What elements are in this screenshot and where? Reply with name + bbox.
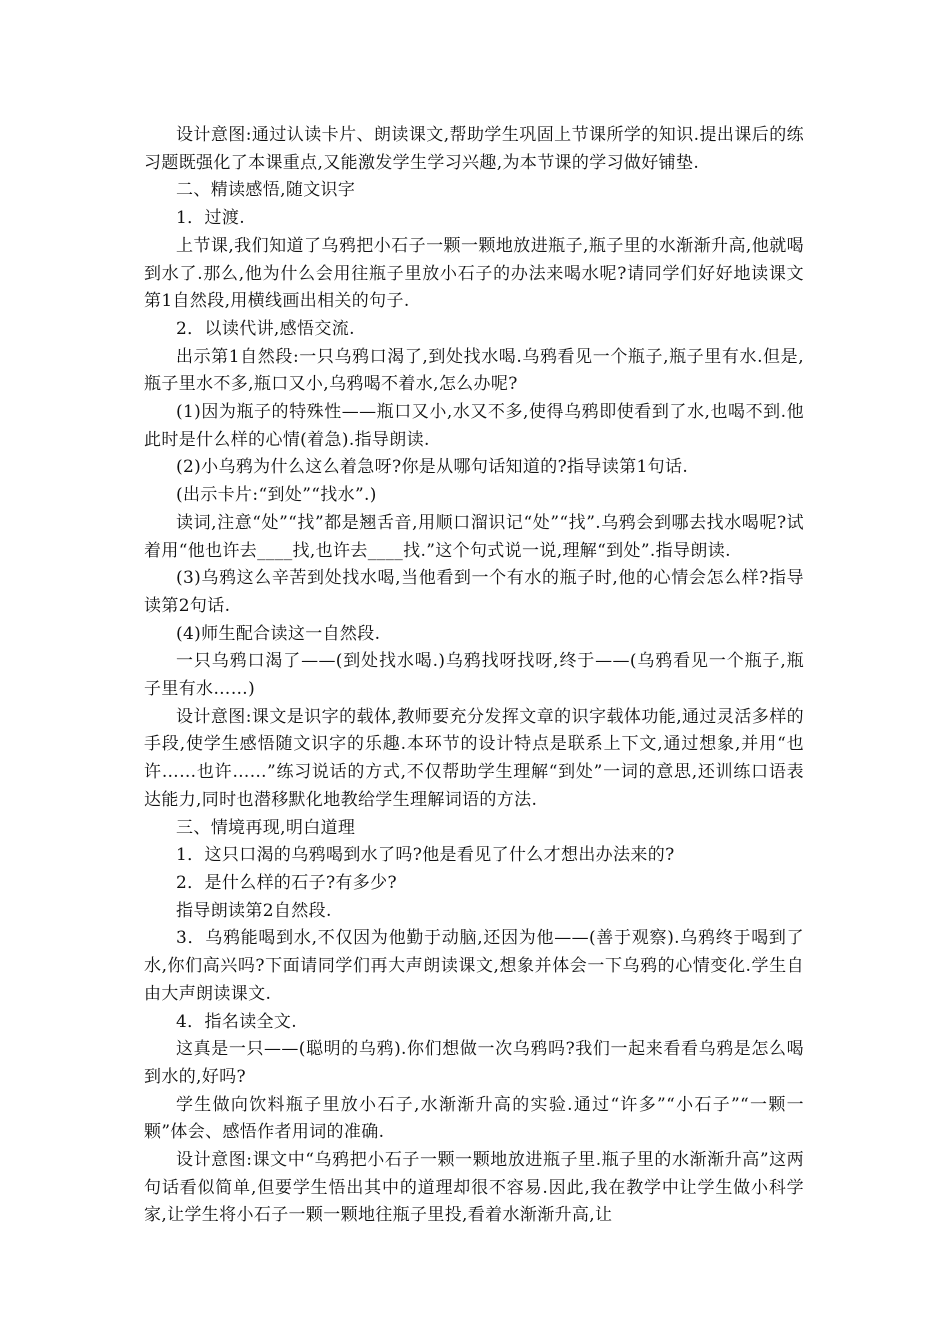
paragraph-cooperative-reading: 一只乌鸦口渴了——(到处找水喝.)乌鸦找呀找呀,终于——(乌鸦看见一个瓶子,瓶子里有水……) [144,651,804,700]
list-item-3: (3)乌鸦这么辛苦到处找水喝,当他看到一个有水的瓶子时,他的心情会怎么样?指导读第2句话. [144,568,804,616]
step-4-read-full-text: 4．指名读全文. [176,1011,298,1032]
document-body [144,122,804,1230]
step-1-transition: 1．过渡. [176,208,245,229]
list-item-1: (1)因为瓶子的特殊性——瓶口又小,水又不多,使得乌鸦即使看到了水,也喝不到.他此时是什么样的心情(着急).指导朗读. [144,402,804,450]
paragraph-show-section-1: 出示第1自然段:一只乌鸦口渴了,到处找水喝.乌鸦看见一个瓶子,瓶子里有水.但是,瓶子里水不多,瓶口又小,乌鸦喝不着水,怎么办呢? [144,346,804,395]
paragraph-show-cards: (出示卡片:“到处”“找水”.) [176,485,377,506]
paragraph-review: 上节课,我们知道了乌鸦把小石子一颗一颗地放进瓶子,瓶子里的水渐渐升高,他就喝到水了.那么,他为什么会用往瓶子里放小石子的办法来喝水呢?请同学们好好地读课文第1自然段,用横线画出相关的句子. [144,235,804,312]
paragraph-design-intent-3: 设计意图:课文中“乌鸦把小石子一颗一颗地放进瓶子里.瓶子里的水渐渐升高”这两句话看似简单,但要学生悟出其中的道理却很不容易.因此,我在教学中让学生做小科学家,让学生将小石子一颗一颗地往瓶子里投,看着水渐渐升高,让 [144,1150,804,1226]
step-2-read-and-share: 2．以读代讲,感悟交流. [176,318,355,339]
paragraph-clever-crow: 这真是一只——(聪明的乌鸦).你们想做一次乌鸦吗?我们一起来看看乌鸦是怎么喝到水的,好吗? [144,1039,804,1087]
list-item-2: (2)小乌鸦为什么这么着急呀?你是从哪句话知道的?指导读第1句话. [176,457,689,478]
list-item-4: (4)师生配合读这一自然段. [176,623,381,644]
section-heading-2: 二、精读感悟,随文识字 [176,180,356,201]
paragraph-experiment: 学生做向饮料瓶子里放小石子,水渐渐升高的实验.通过“许多”“小石子”“一颗一颗”体会、感悟作者用词的准确. [144,1094,804,1143]
paragraph-read-words: 读词,注意“处”“找”都是翘舌音,用顺口溜识记“处”“找”.乌鸦会到哪去找水喝呢?试着用“他也许去____找,也许去____找.”这个句式说一说,理解“到处”.指导朗读. [144,512,804,561]
question-3: 3．乌鸦能喝到水,不仅因为他勤于动脑,还因为他——(善于观察).乌鸦终于喝到了水,你们高兴吗?下面请同学们再大声朗读课文,想象并体会一下乌鸦的心情变化.学生自由大声朗读课文. [144,928,804,1004]
question-1: 1．这只口渴的乌鸦喝到水了吗?他是看见了什么才想出办法来的? [176,845,675,866]
question-2: 2．是什么样的石子?有多少? [176,872,397,893]
paragraph-guided-reading: 指导朗读第2自然段. [176,900,332,921]
section-heading-3: 三、情境再现,明白道理 [176,817,356,838]
paragraph-design-intent-1: 设计意图:通过认读卡片、朗读课文,帮助学生巩固上节课所学的知识.提出课后的练习题既强化了本课重点,又能激发学生学习兴趣,为本节课的学习做好铺垫. [144,125,804,173]
paragraph-design-intent-2: 设计意图:课文是识字的载体,教师要充分发挥文章的识字载体功能,通过灵活多样的手段,使学生感悟随文识字的乐趣.本环节的设计特点是联系上下文,通过想象,并用“也许……也许……”练习说话的方式,不仅帮助学生理解“到处”一词的意思,还训练口语表达能力,同时也潜移默化地教给学生理解词语的方法. [144,706,804,810]
